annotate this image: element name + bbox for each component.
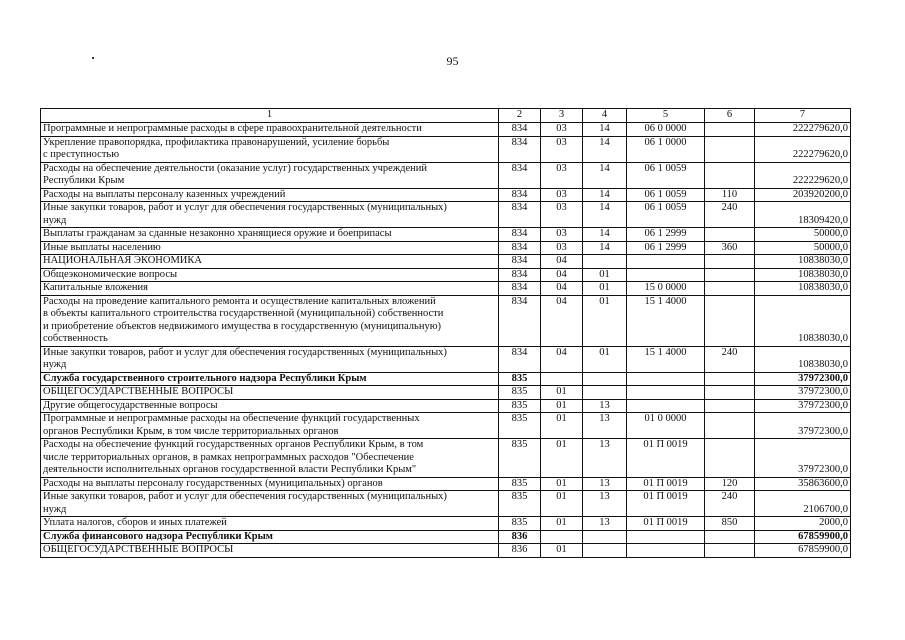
row-name-line: Иные закупки товаров, работ и услуг для обеспечения государственных (муниципальных) <box>43 491 447 502</box>
row-name-cell <box>41 530 499 544</box>
section-cell <box>541 530 583 544</box>
admin-code-cell: 834 <box>499 202 541 228</box>
admin-code-cell: 834 <box>499 162 541 188</box>
row-name-cell <box>41 439 499 478</box>
amount-cell: 222279620,0 <box>755 123 851 137</box>
expense-type-cell: 120 <box>705 477 755 491</box>
table-row <box>41 517 851 531</box>
table-row <box>41 228 851 242</box>
target-article-cell: 06 1 2999 <box>627 228 705 242</box>
row-name-cell <box>41 136 499 162</box>
admin-code-cell: 835 <box>499 477 541 491</box>
admin-code-cell: 835 <box>499 413 541 439</box>
target-article-cell: 06 1 0000 <box>627 136 705 162</box>
row-name-line: ОБЩЕГОСУДАРСТВЕННЫЕ ВОПРОСЫ <box>43 386 234 397</box>
row-name-cell <box>41 295 499 346</box>
row-name-line: Иные закупки товаров, работ и услуг для обеспечения государственных (муниципальных) <box>43 346 447 358</box>
row-name-cell <box>41 517 499 531</box>
admin-code-cell: 834 <box>499 188 541 202</box>
expense-type-cell: 110 <box>705 188 755 202</box>
row-name-cell <box>41 162 499 188</box>
row-name-cell <box>41 346 499 372</box>
section-cell: 01 <box>541 517 583 531</box>
table-row <box>41 372 851 386</box>
table-row <box>41 439 851 478</box>
target-article-cell: 06 1 2999 <box>627 241 705 255</box>
target-article-cell: 15 0 0000 <box>627 282 705 296</box>
row-name-line: Расходы на выплаты персоналу казенных учреждений <box>43 188 286 200</box>
target-article-cell: 01 П 0019 <box>627 477 705 491</box>
target-article-cell <box>627 255 705 269</box>
subsection-cell: 14 <box>583 162 627 188</box>
target-article-cell <box>627 268 705 282</box>
subsection-cell: 14 <box>583 136 627 162</box>
amount-cell: 10838030,0 <box>755 346 851 372</box>
header-cell-3: 3 <box>541 109 583 123</box>
target-article-cell <box>627 386 705 400</box>
amount-cell: 2000,0 <box>755 517 851 531</box>
section-cell: 04 <box>541 346 583 372</box>
subsection-cell: 14 <box>583 123 627 137</box>
row-name-cell <box>41 544 499 558</box>
table-row <box>41 530 851 544</box>
amount-cell: 50000,0 <box>755 228 851 242</box>
table-row <box>41 162 851 188</box>
table-row <box>41 386 851 400</box>
amount-cell: 37972300,0 <box>755 439 851 478</box>
subsection-cell: 01 <box>583 295 627 346</box>
table-row <box>41 123 851 137</box>
row-name-line: Расходы на проведение капитального ремонта и осуществление капитальных вложений <box>43 295 436 307</box>
row-name-line: Расходы на обеспечение функций государственных органов Республики Крым, в том <box>43 439 424 450</box>
amount-cell: 10838030,0 <box>755 255 851 269</box>
section-cell: 03 <box>541 188 583 202</box>
amount-cell: 2106700,0 <box>755 491 851 517</box>
section-cell: 04 <box>541 282 583 296</box>
row-name-line: в объекты капитального строительства государственной (муниципальной) собственности <box>43 308 444 319</box>
amount-cell: 37972300,0 <box>755 413 851 439</box>
row-name-line: Иные выплаты населению <box>43 241 161 253</box>
target-article-cell <box>627 530 705 544</box>
amount-cell: 10838030,0 <box>755 295 851 346</box>
expense-type-cell <box>705 372 755 386</box>
expense-type-cell: 850 <box>705 517 755 531</box>
admin-code-cell: 836 <box>499 530 541 544</box>
table-body <box>41 109 851 558</box>
row-name-cell <box>41 228 499 242</box>
admin-code-cell: 835 <box>499 372 541 386</box>
row-name-line: Программные и непрограммные расходы на обеспечение функций государственных <box>43 413 420 424</box>
row-name-line: Уплата налогов, сборов и иных платежей <box>43 517 227 528</box>
row-name-line: с преступностью <box>43 149 120 160</box>
subsection-cell: 13 <box>583 413 627 439</box>
expense-type-cell <box>705 544 755 558</box>
subsection-cell <box>583 530 627 544</box>
row-name-cell <box>41 386 499 400</box>
section-cell: 04 <box>541 295 583 346</box>
expense-type-cell <box>705 228 755 242</box>
admin-code-cell: 835 <box>499 386 541 400</box>
row-name-line: Иные закупки товаров, работ и услуг для обеспечения государственных (муниципальных) <box>43 202 447 213</box>
subsection-cell: 14 <box>583 188 627 202</box>
target-article-cell: 06 1 0059 <box>627 202 705 228</box>
expense-type-cell <box>705 295 755 346</box>
subsection-cell: 01 <box>583 282 627 296</box>
expense-type-cell <box>705 399 755 413</box>
row-name-line: Служба финансового надзора Республики Крым <box>43 530 273 542</box>
subsection-cell: 13 <box>583 517 627 531</box>
section-cell: 01 <box>541 413 583 439</box>
table-row <box>41 544 851 558</box>
target-article-cell: 15 1 4000 <box>627 295 705 346</box>
section-cell: 01 <box>541 491 583 517</box>
section-cell: 01 <box>541 386 583 400</box>
table-row <box>41 188 851 202</box>
row-name-line: и приобретение объектов недвижимого имущества в государственную (муниципальную) <box>43 320 442 332</box>
admin-code-cell: 834 <box>499 282 541 296</box>
admin-code-cell: 835 <box>499 517 541 531</box>
target-article-cell <box>627 399 705 413</box>
table-row <box>41 202 851 228</box>
section-cell: 03 <box>541 162 583 188</box>
section-cell: 03 <box>541 241 583 255</box>
subsection-cell: 13 <box>583 439 627 478</box>
expense-type-cell <box>705 386 755 400</box>
subsection-cell: 14 <box>583 228 627 242</box>
section-cell <box>541 372 583 386</box>
row-name-line: Выплаты гражданам за сданные незаконно хранящиеся оружие и боеприпасы <box>43 228 392 239</box>
admin-code-cell: 835 <box>499 491 541 517</box>
expense-type-cell <box>705 268 755 282</box>
row-name-cell <box>41 372 499 386</box>
row-name-cell <box>41 188 499 202</box>
row-name-line: нужд <box>43 503 67 515</box>
row-name-cell <box>41 477 499 491</box>
expense-type-cell <box>705 123 755 137</box>
target-article-cell: 06 1 0059 <box>627 162 705 188</box>
admin-code-cell: 834 <box>499 136 541 162</box>
amount-cell: 67859900,0 <box>755 530 851 544</box>
table-row <box>41 295 851 346</box>
row-name-line: Служба государственного строительного надзора Республики Крым <box>43 372 367 384</box>
page-number: 95 <box>446 54 459 68</box>
subsection-cell: 01 <box>583 346 627 372</box>
target-article-cell: 06 1 0059 <box>627 188 705 202</box>
expense-type-cell: 240 <box>705 491 755 517</box>
amount-cell: 50000,0 <box>755 241 851 255</box>
row-name-line: числе территориальных органов, в рамках непрограммных расходов "Обеспечение <box>43 451 414 463</box>
row-name-line: деятельности исполнительных органов государственной власти Республики Крым" <box>43 464 417 475</box>
row-name-cell <box>41 123 499 137</box>
expense-type-cell <box>705 439 755 478</box>
expense-type-cell <box>705 162 755 188</box>
expense-type-cell <box>705 530 755 544</box>
expense-type-cell: 240 <box>705 346 755 372</box>
amount-cell: 37972300,0 <box>755 386 851 400</box>
amount-cell: 222229620,0 <box>755 162 851 188</box>
subsection-cell: 14 <box>583 241 627 255</box>
row-name-line: Расходы на выплаты персоналу государственных (муниципальных) органов <box>43 477 383 489</box>
expense-type-cell <box>705 413 755 439</box>
row-name-line: нужд <box>43 214 67 226</box>
row-name-cell <box>41 282 499 296</box>
amount-cell: 67859900,0 <box>755 544 851 558</box>
target-article-cell: 01 П 0019 <box>627 439 705 478</box>
admin-code-cell: 834 <box>499 346 541 372</box>
table-row <box>41 255 851 269</box>
admin-code-cell: 835 <box>499 399 541 413</box>
table-row <box>41 136 851 162</box>
row-name-line: Общеэкономические вопросы <box>43 268 178 280</box>
expense-type-cell <box>705 255 755 269</box>
header-cell-2: 2 <box>499 109 541 123</box>
expense-type-cell: 360 <box>705 241 755 255</box>
amount-cell: 203920200,0 <box>755 188 851 202</box>
target-article-cell <box>627 372 705 386</box>
section-cell: 04 <box>541 255 583 269</box>
budget-table <box>40 108 851 558</box>
row-name-line: НАЦИОНАЛЬНАЯ ЭКОНОМИКА <box>43 255 202 266</box>
admin-code-cell: 834 <box>499 123 541 137</box>
expense-type-cell <box>705 136 755 162</box>
row-name-cell <box>41 268 499 282</box>
target-article-cell: 06 0 0000 <box>627 123 705 137</box>
subsection-cell: 13 <box>583 477 627 491</box>
row-name-line: Программные и непрограммные расходы в сфере правоохранительной деятельности <box>43 123 422 134</box>
amount-cell: 37972300,0 <box>755 399 851 413</box>
row-name-cell <box>41 255 499 269</box>
header-cell-6: 6 <box>705 109 755 123</box>
subsection-cell <box>583 544 627 558</box>
subsection-cell: 13 <box>583 399 627 413</box>
table-row <box>41 413 851 439</box>
subsection-cell: 13 <box>583 491 627 517</box>
row-name-cell <box>41 491 499 517</box>
admin-code-cell: 834 <box>499 241 541 255</box>
table-row <box>41 491 851 517</box>
header-cell-1: 1 <box>41 109 499 123</box>
section-cell: 03 <box>541 136 583 162</box>
row-name-cell <box>41 202 499 228</box>
amount-cell: 35863600,0 <box>755 477 851 491</box>
subsection-cell <box>583 372 627 386</box>
section-cell: 01 <box>541 477 583 491</box>
section-cell: 01 <box>541 439 583 478</box>
row-name-cell <box>41 399 499 413</box>
amount-cell: 10838030,0 <box>755 282 851 296</box>
admin-code-cell: 834 <box>499 255 541 269</box>
row-name-line: Республики Крым <box>43 175 125 186</box>
scan-speck <box>92 57 94 59</box>
target-article-cell: 01 П 0019 <box>627 517 705 531</box>
table-row <box>41 399 851 413</box>
target-article-cell: 01 0 0000 <box>627 413 705 439</box>
amount-cell: 10838030,0 <box>755 268 851 282</box>
amount-cell: 222279620,0 <box>755 136 851 162</box>
section-cell: 03 <box>541 228 583 242</box>
header-cell-5: 5 <box>627 109 705 123</box>
header-cell-4: 4 <box>583 109 627 123</box>
admin-code-cell: 834 <box>499 228 541 242</box>
row-name-cell <box>41 241 499 255</box>
expense-type-cell: 240 <box>705 202 755 228</box>
admin-code-cell: 834 <box>499 268 541 282</box>
row-name-line: нужд <box>43 359 67 370</box>
row-name-line: ОБЩЕГОСУДАРСТВЕННЫЕ ВОПРОСЫ <box>43 544 234 555</box>
row-name-line: Укрепление правопорядка, профилактика правонарушений, усиление борьбы <box>43 136 390 148</box>
table-row <box>41 346 851 372</box>
subsection-cell: 14 <box>583 202 627 228</box>
table-header-row <box>41 109 851 123</box>
subsection-cell <box>583 255 627 269</box>
section-cell: 04 <box>541 268 583 282</box>
expense-type-cell <box>705 282 755 296</box>
target-article-cell: 01 П 0019 <box>627 491 705 517</box>
row-name-cell <box>41 413 499 439</box>
table-row <box>41 241 851 255</box>
amount-cell: 37972300,0 <box>755 372 851 386</box>
header-cell-7: 7 <box>755 109 851 123</box>
section-cell: 01 <box>541 544 583 558</box>
subsection-cell <box>583 386 627 400</box>
target-article-cell <box>627 544 705 558</box>
row-name-line: Капитальные вложения <box>43 282 148 293</box>
section-cell: 03 <box>541 202 583 228</box>
row-name-line: Расходы на обеспечение деятельности (оказание услуг) государственных учреждений <box>43 162 427 174</box>
target-article-cell: 15 1 4000 <box>627 346 705 372</box>
admin-code-cell: 836 <box>499 544 541 558</box>
subsection-cell: 01 <box>583 268 627 282</box>
admin-code-cell: 835 <box>499 439 541 478</box>
amount-cell: 18309420,0 <box>755 202 851 228</box>
row-name-line: собственность <box>43 333 108 344</box>
table-row <box>41 268 851 282</box>
section-cell: 03 <box>541 123 583 137</box>
row-name-line: Другие общегосударственные вопросы <box>43 399 218 411</box>
admin-code-cell: 834 <box>499 295 541 346</box>
section-cell: 01 <box>541 399 583 413</box>
table-row <box>41 282 851 296</box>
row-name-line: органов Республики Крым, в том числе территориальных органов <box>43 425 339 437</box>
table-row <box>41 477 851 491</box>
